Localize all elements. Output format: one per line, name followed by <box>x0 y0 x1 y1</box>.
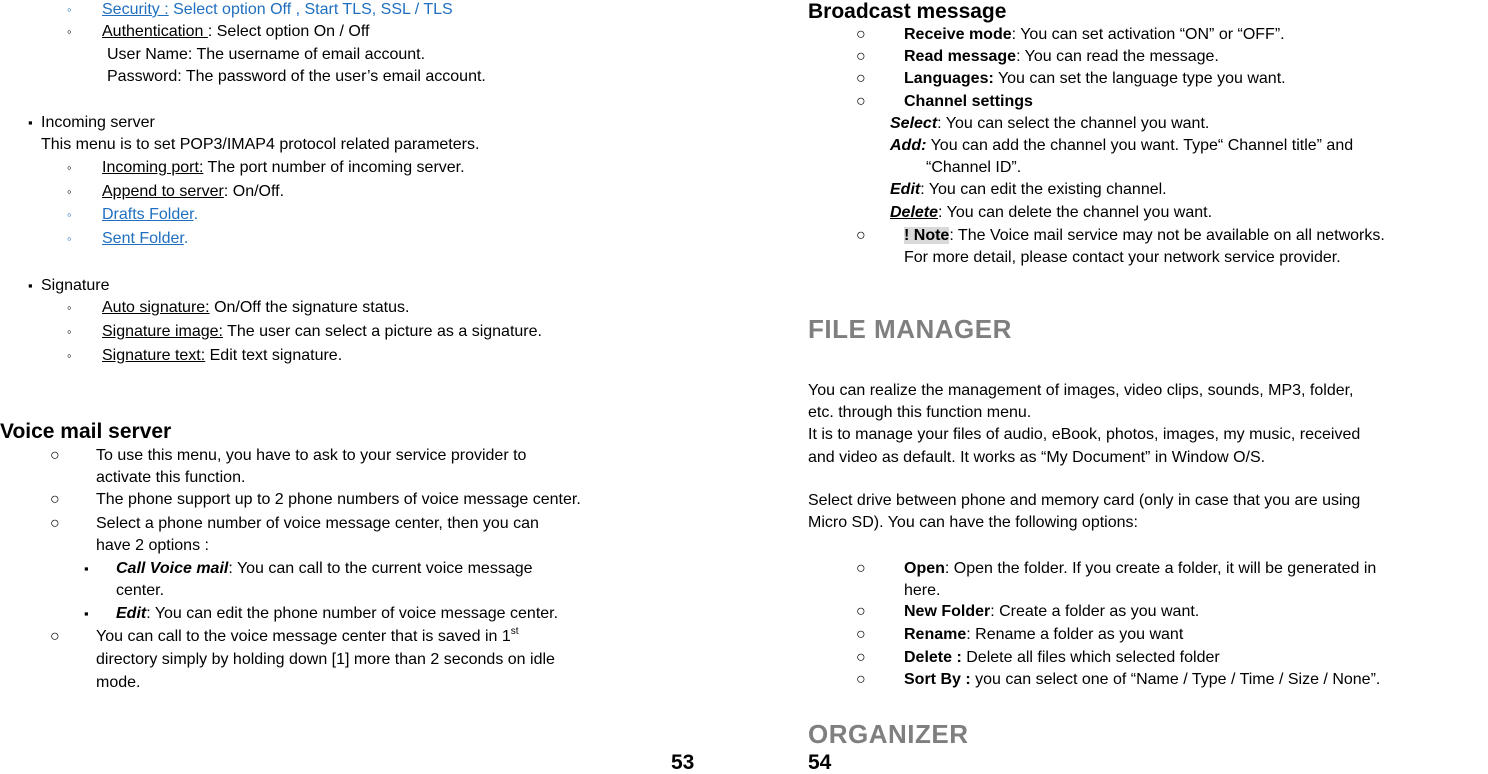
voice-line: To use this menu, you have to ask to your service provider to <box>96 447 527 464</box>
bullet: ◦ <box>67 348 72 363</box>
circle-bullet: ○ <box>856 671 866 688</box>
note-cont: For more detail, please contact your network service provider. <box>904 249 1341 266</box>
circle-bullet: ○ <box>856 26 866 43</box>
fm-rename-item: Rename: Rename a folder as you want <box>904 626 1184 643</box>
bullet: ◦ <box>67 231 72 246</box>
call-voice-mail-item: Call Voice mail: You can call to the current voice message <box>116 560 533 577</box>
edit-item: Edit: You can edit the phone number of voice message center. <box>116 605 559 622</box>
circle-bullet: ○ <box>856 93 866 110</box>
bullet: ◦ <box>67 324 72 339</box>
circle-bullet: ○ <box>856 227 866 244</box>
incoming-heading: Incoming server <box>41 114 155 131</box>
fm-paragraph-line: etc. through this function menu. <box>808 404 1032 421</box>
circle-bullet: ○ <box>856 48 866 65</box>
languages-item: Languages: You can set the language type you want. <box>904 70 1286 87</box>
channel-add-cont: “Channel ID”. <box>926 159 1022 176</box>
fm-delete-item: Delete : Delete all files which selected folder <box>904 649 1220 666</box>
receive-mode-item: Receive mode: You can set activation “ON” or “OFF”. <box>904 26 1285 43</box>
bullet: ◦ <box>67 24 72 39</box>
signature-image-item: Signature image: The user can select a picture as a signature. <box>102 323 542 340</box>
page-number: 54 <box>808 751 832 774</box>
fm-paragraph-line: and video as default. It works as “My Document” in Window O/S. <box>808 449 1266 466</box>
bullet: ◦ <box>67 160 72 175</box>
directory-line: directory simply by holding down [1] more than 2 seconds on idle <box>96 651 555 668</box>
file-manager-title: FILE MANAGER <box>808 314 1012 344</box>
channel-add: Add: You can add the channel you want. Type“ Channel title” and <box>890 137 1354 154</box>
voice-line: The phone support up to 2 phone numbers of voice message center. <box>96 491 581 508</box>
read-message-item: Read message: You can read the message. <box>904 48 1219 65</box>
note-item: ! Note: The Voice mail service may not be available on all networks. <box>904 227 1385 244</box>
bullet: ◦ <box>67 184 72 199</box>
append-server-item: Append to server: On/Off. <box>102 183 285 200</box>
circle-bullet: ○ <box>856 70 866 87</box>
fm-paragraph-line: Micro SD). You can have the following options: <box>808 514 1138 531</box>
square-bullet: ▪ <box>28 278 33 293</box>
authentication-item: Authentication : Select option On / Off <box>102 23 370 40</box>
page-number: 53 <box>671 751 695 774</box>
call-voice-mail-cont: center. <box>116 582 165 599</box>
circle-bullet: ○ <box>856 626 866 643</box>
circle-bullet: ○ <box>856 560 866 577</box>
fm-new-folder-item: New Folder: Create a folder as you want. <box>904 603 1200 620</box>
circle-bullet: ○ <box>856 649 866 666</box>
fm-open-item: Open: Open the folder. If you create a folder, it will be generated in <box>904 560 1377 577</box>
circle-bullet: ○ <box>50 491 60 508</box>
voice-line: Select a phone number of voice message center, then you can <box>96 515 539 532</box>
incoming-desc: This menu is to set POP3/IMAP4 protocol related parameters. <box>41 136 480 153</box>
fm-paragraph-line: Select drive between phone and memory card (only in case that you are using <box>808 492 1361 509</box>
fm-sort-item: Sort By : you can select one of “Name / Type / Time / Size / None”. <box>904 671 1381 688</box>
organizer-title: ORGANIZER <box>808 719 969 749</box>
left-page <box>0 0 735 774</box>
fm-paragraph-line: You can realize the management of images, video clips, sounds, MP3, folder, <box>808 382 1354 399</box>
signature-text-item: Signature text: Edit text signature. <box>102 347 343 364</box>
bullet: ◦ <box>67 300 72 315</box>
voice-mail-title: Voice mail server <box>0 420 172 443</box>
signature-heading: Signature <box>41 277 110 294</box>
channel-select: Select: You can select the channel you want. <box>890 115 1210 132</box>
directory-line: You can call to the voice message center that is saved in 1st <box>96 625 519 645</box>
fm-paragraph-line: It is to manage your files of audio, eBook, photos, images, my music, received <box>808 426 1361 443</box>
square-bullet: ▪ <box>84 606 89 621</box>
circle-bullet: ○ <box>50 515 60 532</box>
channel-edit: Edit: You can edit the existing channel. <box>890 181 1167 198</box>
circle-bullet: ○ <box>856 603 866 620</box>
voice-line: activate this function. <box>96 469 246 486</box>
square-bullet: ▪ <box>84 561 89 576</box>
sent-folder-item: Sent Folder. <box>102 230 189 247</box>
security-item: Security : Select option Off , Start TLS, SSL / TLS <box>102 1 453 18</box>
voice-line: have 2 options : <box>96 537 209 554</box>
channel-delete: Delete: You can delete the channel you want. <box>890 204 1213 221</box>
drafts-folder-item: Drafts Folder. <box>102 206 199 223</box>
channel-settings-item: Channel settings <box>904 93 1033 110</box>
circle-bullet: ○ <box>50 628 60 645</box>
circle-bullet: ○ <box>50 447 60 464</box>
auth-username: User Name: The username of email account. <box>107 46 426 63</box>
incoming-port-item: Incoming port: The port number of incoming server. <box>102 159 465 176</box>
auto-signature-item: Auto signature: On/Off the signature status. <box>102 299 410 316</box>
directory-line: mode. <box>96 674 141 691</box>
square-bullet: ▪ <box>28 115 33 130</box>
broadcast-title: Broadcast message <box>808 0 1007 23</box>
fm-open-cont: here. <box>904 582 941 599</box>
bullet: ◦ <box>67 207 72 222</box>
auth-password: Password: The password of the user’s email account. <box>107 68 486 85</box>
bullet: ◦ <box>67 2 72 17</box>
right-page <box>808 0 1488 774</box>
